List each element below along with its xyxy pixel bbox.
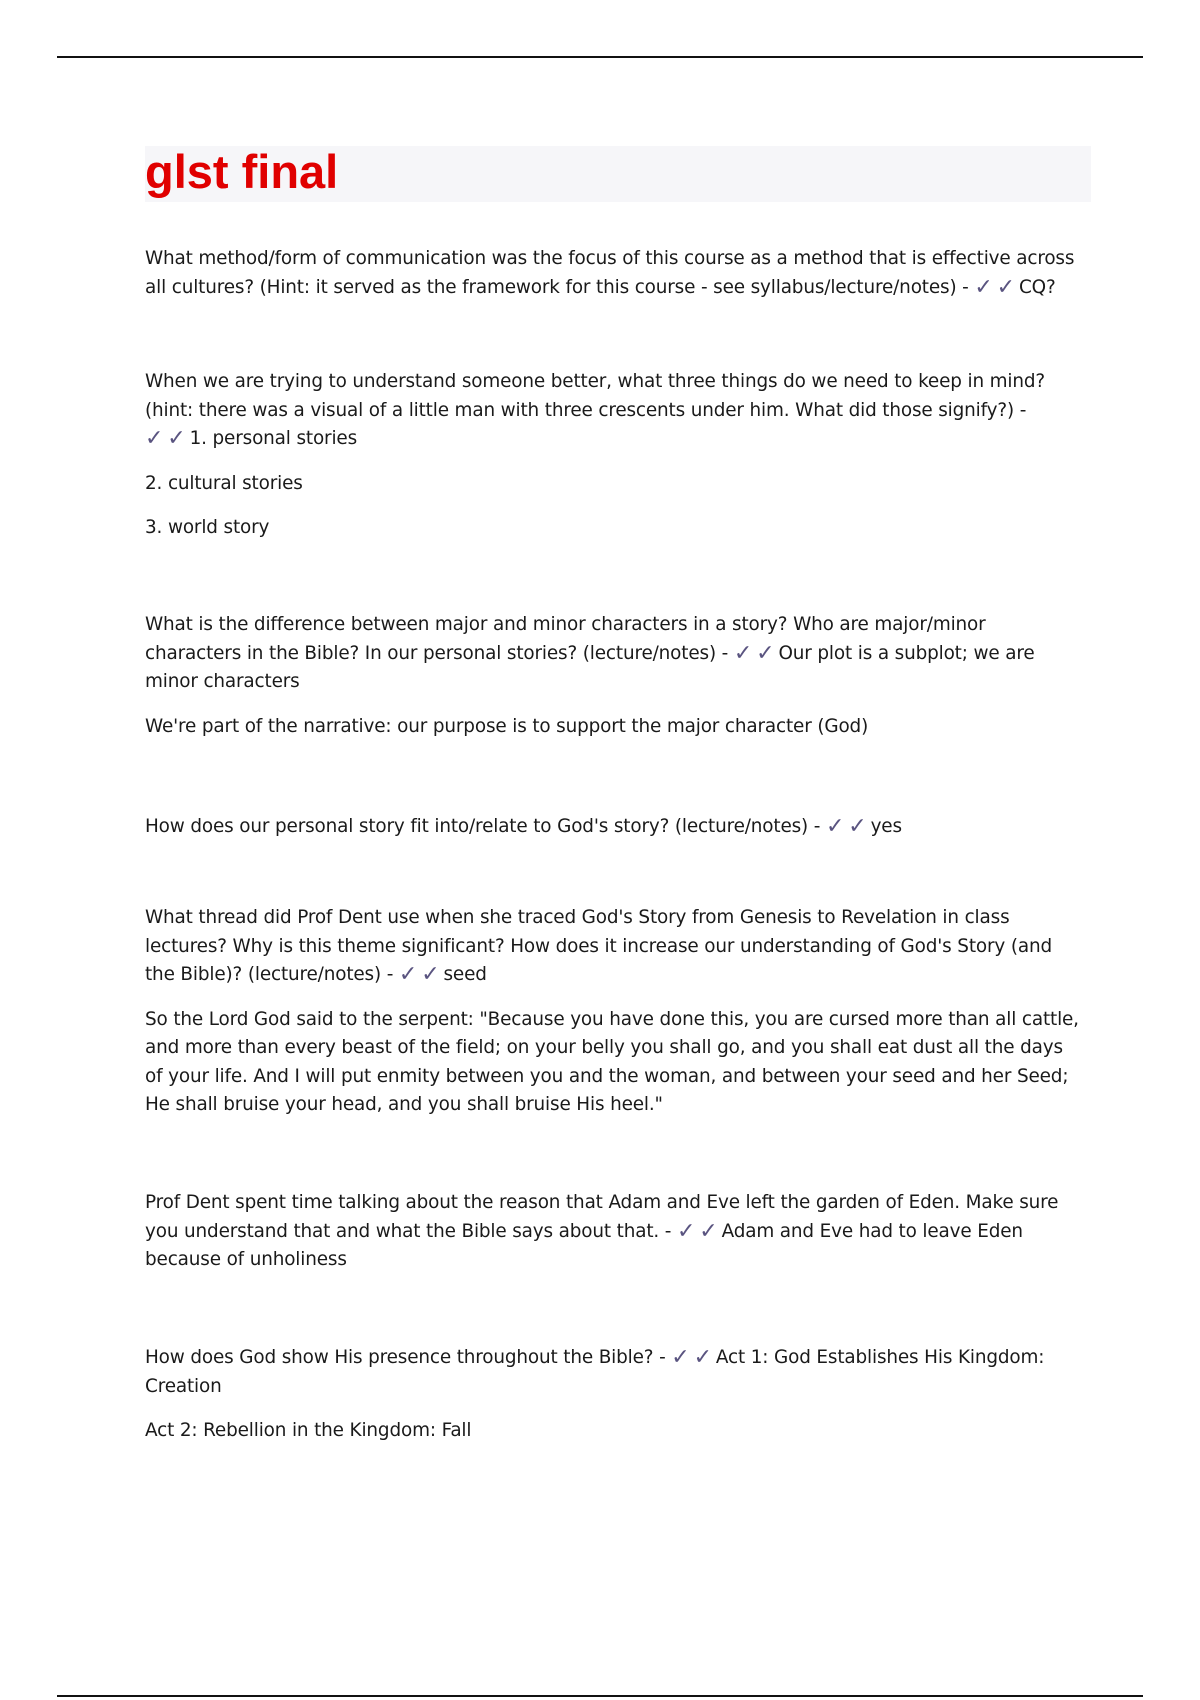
answer-text: Adam and Eve had to leave Eden because of unholiness [145, 1220, 1023, 1270]
question-text: What is the difference between major and minor characters in a story? Who are major/minor characters in the Bible? In our personal stories? (lecture/notes) - [145, 614, 986, 664]
check-marks [671, 1347, 716, 1368]
answer-text: CQ? [1018, 276, 1056, 298]
check-mark-icon: ✓ [699, 1218, 718, 1244]
check-marks [145, 428, 357, 449]
top-rule [57, 56, 1143, 58]
qa-question-answer [145, 813, 1085, 842]
answer-line: 2. cultural stories [145, 472, 303, 494]
check-marks [733, 640, 779, 666]
qa-item-6 [145, 1189, 1085, 1275]
question-text: How does God show His presence throughout the Bible? - [145, 1347, 666, 1368]
answer-line: 3. world story [145, 517, 270, 538]
answer-text: 1. personal stories [189, 428, 358, 449]
qa-question-answer [145, 904, 1085, 990]
check-mark-icon: ✓ [398, 962, 418, 987]
check-mark-icon: ✓ [825, 814, 845, 839]
answer-line: We're part of the narrative: our purpose is to support the major character (God) [145, 715, 869, 737]
qa-question-answer [145, 368, 1085, 454]
check-mark-icon: ✓ [848, 814, 867, 839]
check-marks [974, 274, 1056, 300]
question-text: How does our personal story fit into/relate to God's story? (lecture/notes) - [145, 816, 821, 837]
question-text: When we are trying to understand someone better, what three things do we need to keep in mind? (hint: there was a visual of a little man with three crescents under him. What did those signify?) - [145, 371, 1046, 421]
question-text: What method/form of communication was the focus of this course as a method that is effective across all cultures? (Hint: it served as the framework for this course - see syllabus/lecture/notes) - [145, 248, 1075, 298]
qa-question-answer [145, 611, 1085, 697]
answer-text: yes [870, 816, 902, 837]
check-mark-icon: ✓ [677, 1218, 696, 1244]
qa-item-7 [145, 1344, 1085, 1446]
check-mark-icon: ✓ [145, 426, 164, 451]
answer-text: Act 1: God Establishes His Kingdom: Creation [145, 1347, 1045, 1397]
qa-item-4 [145, 813, 1085, 842]
check-marks [399, 964, 487, 985]
qa-item-1 [145, 245, 1085, 302]
bottom-rule [57, 1695, 1143, 1697]
qa-question-answer [145, 1189, 1085, 1275]
check-mark-icon: ✓ [756, 640, 775, 666]
question-text: Prof Dent spent time talking about the reason that Adam and Eve left the garden of Eden. Make sure you understand that and what the Bible says about that. - [145, 1192, 1059, 1242]
answer-line: So the Lord God said to the serpent: "Because you have done this, you are cursed more than all cattle, and more than every beast of the field; on your belly you shall go, and you shall eat dust all the days of your life. And I will put enmity between you and the woman, and between your seed and her Seed; He shall bruise your head, and you shall bruise His heel." [145, 1008, 1079, 1115]
qa-item-5 [145, 904, 1085, 1120]
answer-text: seed [443, 964, 487, 985]
document-title: glst final [145, 145, 339, 198]
qa-item-2 [145, 368, 1085, 543]
check-marks [826, 816, 902, 837]
check-mark-icon: ✓ [693, 1345, 712, 1370]
check-mark-icon: ✓ [421, 962, 440, 987]
qa-question-answer [145, 1344, 1085, 1401]
check-mark-icon: ✓ [974, 274, 993, 300]
qa-item-3 [145, 611, 1085, 741]
check-marks [677, 1218, 722, 1244]
check-mark-icon: ✓ [671, 1345, 690, 1370]
check-mark-icon: ✓ [733, 640, 753, 666]
answer-line: Act 2: Rebellion in the Kingdom: Fall [145, 1420, 472, 1441]
qa-question-answer [145, 245, 1085, 302]
answer-text: Our plot is a subplot; we are minor characters [145, 642, 1035, 692]
question-text: What thread did Prof Dent use when she traced God's Story from Genesis to Revelation in class lectures? Why is this theme significant? How does it increase our understanding of God's Story (and the Bible)? (lecture/notes) - [145, 907, 1052, 985]
check-mark-icon: ✓ [996, 274, 1015, 300]
check-mark-icon: ✓ [167, 426, 186, 451]
